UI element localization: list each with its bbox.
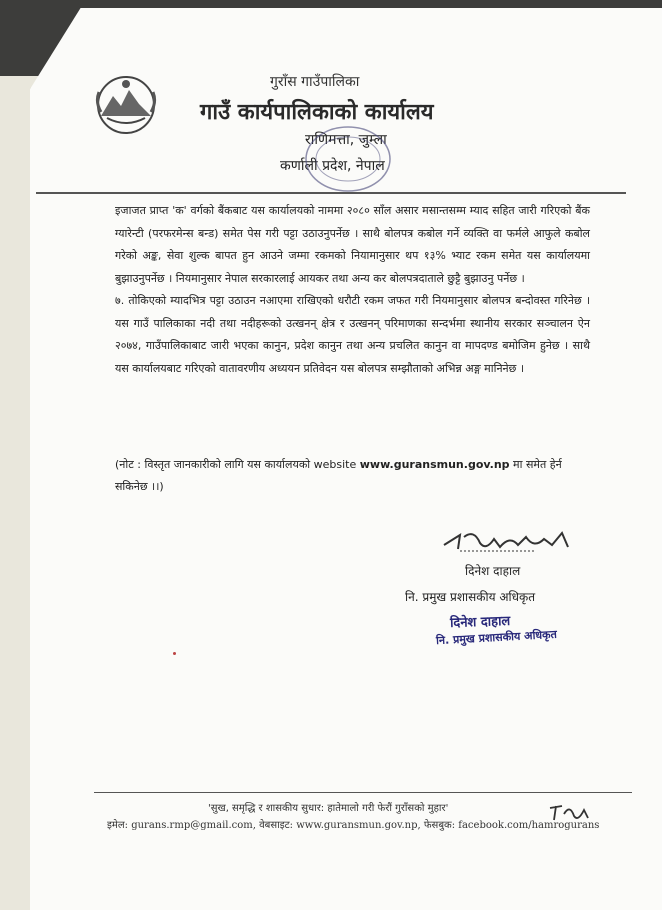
footer-divider (94, 792, 632, 793)
signature (440, 525, 580, 557)
address-line-1: राणिमत्ता, जुम्ला (305, 132, 387, 148)
website-link[interactable]: www.guransmun.gov.np (359, 458, 510, 471)
clause-7: ७. तोकिएको म्यादभित्र पट्टा उठाउन नआएमा राखिएको धरौटी रकम जफत गरी नियमानुसार बोलपत्र बन्दोवस्त गरिनेछ । यस गाउँ पालिकाका नदी तथा नदीहरूको उत्खनन् क्षेत्र र उत्खनन् परिमाणका सन्दर्भमा स्थानीय सरकार सञ्चालन ऐन २०७४, गाउँपालिकाबाट जारी भएका कानुन, प्रदेश कानुन तथा अन्य प्रचलित कानुन वा मापदण्ड बमोजिम हुनेछ । साथै यस कार्यालयबाट गरिएको वातावरणीय अध्ययन प्रतिवेदन यस बोलपत्र सम्झौताको अभिन्न अङ्ग मानिनेछ । (115, 294, 590, 375)
paragraph-bank-guarantee: इजाजत प्राप्त 'क' वर्गको बैंकबाट यस कार्यालयको नाममा २०८० साँल असार मसान्तसम्म म्याद सहित जारी गरिएको बैंक ग्यारेन्टी (परफरमेन्स बन्ड) समेत पेस गरी पट्टा उठाउनुपर्नेछ । साथै बोलपत्र कबोल गर्ने व्यक्ति वा फर्मले आफुले कबोल गरेको अङ्क, सेवा शुल्क बापत हुन आउने जम्मा रकमको नियामानुसार थप १३% भ्याट रकम समेत यस कार्यालयमा बुझाउनुपर्नेछ । नियमानुसार नेपाल सरकारलाई आयकर तथा अन्य कर बोलपत्रदाताले छुट्टै बुझाउनु पर्नेछ । (115, 204, 590, 285)
signatory-title: नि. प्रमुख प्रशासकीय अधिकृत (405, 590, 536, 604)
municipality-emblem (93, 72, 159, 138)
footer-slogan: 'सुख, समृद्धि र शासकीय सुधार: हातेमालो गरी फेरौं गुराँसको मुहार' (208, 803, 449, 814)
signatory-name: दिनेश दाहाल (465, 564, 521, 578)
org-name: गुराँस गाउँपालिका (270, 74, 360, 90)
address-line-2: कर्णाली प्रदेश, नेपाल (280, 158, 385, 174)
office-stamp (298, 117, 398, 197)
note-suffix: मा समेत हेर्न सकिनेछ ।।) (115, 458, 562, 493)
office-title: गाउँ कार्यपालिकाको कार्यालय (200, 100, 434, 125)
title-stamp: नि. प्रमुख प्रशासकीय अधिकृत (435, 627, 558, 648)
ink-mark (173, 652, 176, 655)
footer-contact: इमेल: gurans.rmp@gmail.com, वेबसाइट: www.guransmun.gov.np, फेसबुक: facebook.com/hamrogurans (107, 820, 600, 831)
name-stamp: दिनेश दाहाल (449, 613, 511, 632)
note-prefix: (नोट : विस्तृत जानकारीको लागि यस कार्यालयको website (115, 458, 360, 471)
note-paragraph (115, 454, 595, 498)
header-divider (36, 192, 626, 194)
initials-signature (548, 800, 590, 824)
document-body (115, 200, 590, 380)
